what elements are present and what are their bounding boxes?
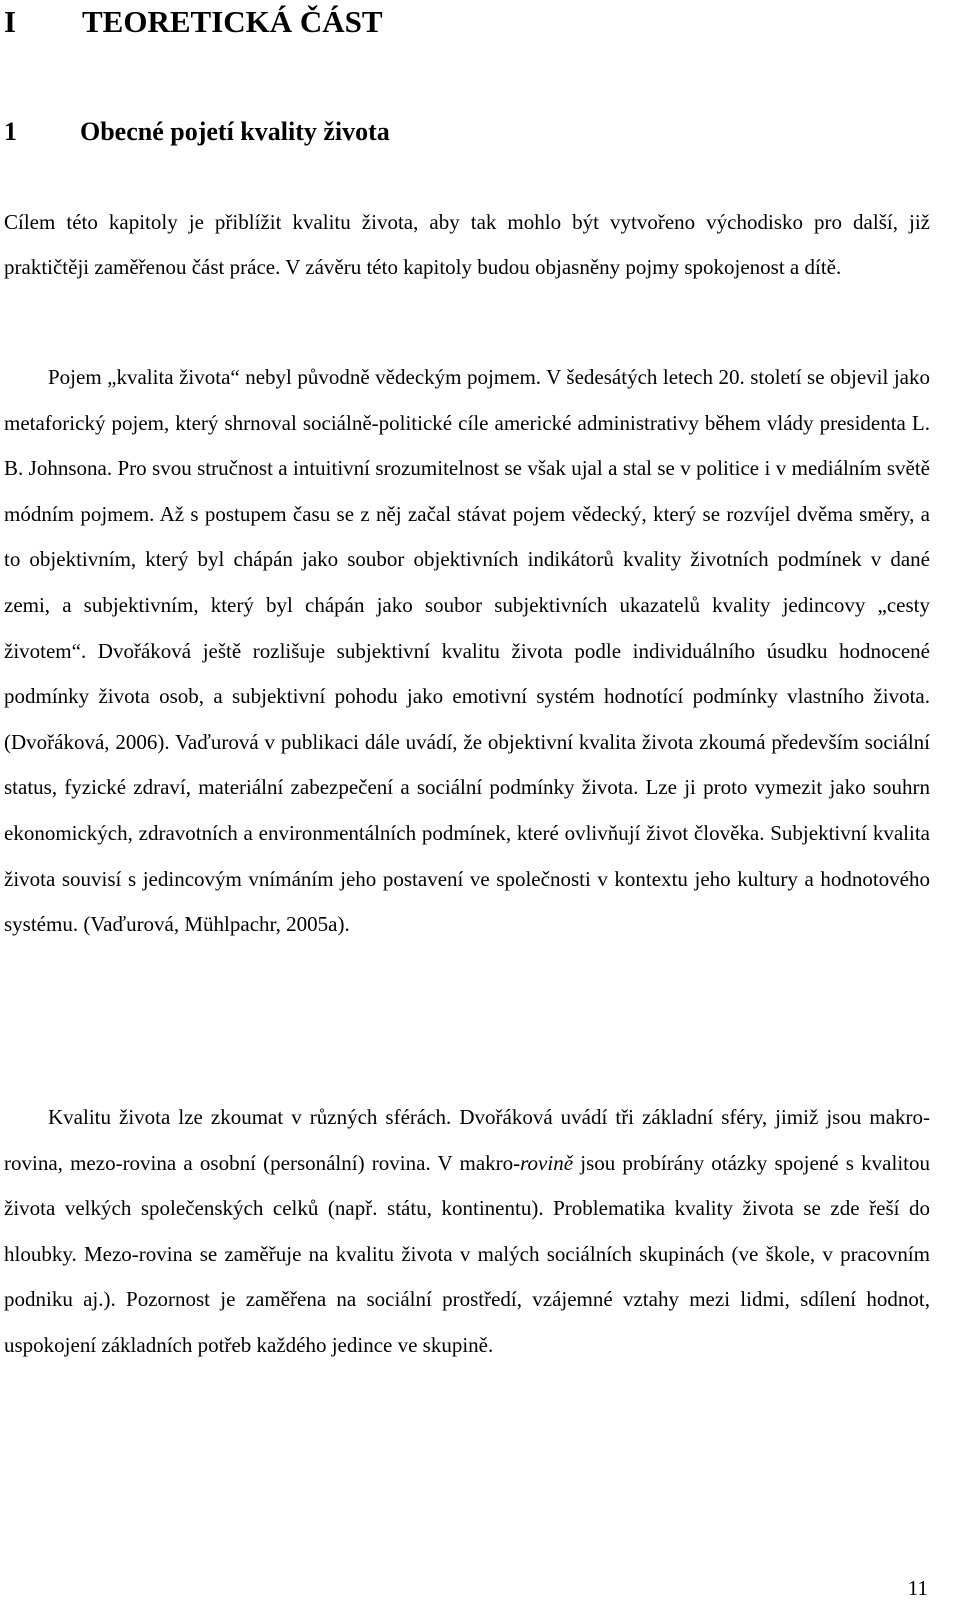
intro-paragraph: Cílem této kapitoly je přiblížit kvalitu života, aby tak mohlo být vytvořeno východisko pro další, již praktičtěji zaměřenou část práce. V závěru této kapitoly budou objasněny pojmy spokojenost a dítě. [4, 210, 930, 279]
chapter-number: 1 [4, 117, 17, 146]
concept-paragraph: Pojem „kvalita života“ nebyl původně vědeckým pojmem. V šedesátých letech 20. století se objevil jako metaforický pojem, který shrnoval sociálně-politické cíle americké administrativy během vlády presidenta L. B. Johnsona. Pro svou stručnost a intuitivní srozumitelnost se však ujal a stal se v politice i v mediálním světě módním pojmem. Až s postupem času se z něj začal stávat pojem vědecký, který se rozvíjel dvěma směry, a to objektivním, který byl chápán jako soubor objektivních indikátorů kvality životních podmínek v dané zemi, a subjektivním, který byl chápán jako soubor subjektivních ukazatelů kvality jedincovy „cesty životem“. Dvořáková ještě rozlišuje subjektivní kvalitu života podle individuálního úsudku hodnocené podmínky života osob, a subjektivní pohodu jako emotivní systém hodnotící podmínky vlastního života. (Dvořáková, 2006). Vaďurová v publikaci dále uvádí, že objektivní kvalita života zkoumá především sociální status, fyzické zdraví, materiální zabezpečení a sociální podmínky života. Lze ji proto vymezit jako souhrn ekonomických, zdravotních a environmentálních podmínek, které ovlivňují život člověka. Subjektivní kvalita života souvisí s jedincovým vnímáním jeho postavení ve společnosti v kontextu jeho kultury a hodnotového systému. (Vaďurová, Mühlpachr, 2005a). [4, 365, 930, 937]
chapter-heading [4, 114, 390, 150]
chapter-title: Obecné pojetí kvality života [80, 117, 390, 146]
part-title: TEORETICKÁ ČÁST [82, 4, 383, 39]
part-number: I [4, 4, 17, 39]
part-heading [4, 2, 383, 42]
spheres-text-end: jsou probírány otázky spojené s kvalitou života velkých společenských celků (např. státu, kontinentu). Problematika kvality života se zde řeší do hloubky. Mezo-rovina se zaměřuje na kvalitu života v malých sociálních skupinách (ve škole, v pracovním podniku aj.). Pozornost je zaměřena na sociální prostředí, vzájemné vztahy mezi lidmi, sdílení hodnot, uspokojení základních potřeb každého jedince ve skupině. [4, 1150, 930, 1357]
spheres-italic-term: rovině [520, 1150, 574, 1175]
spheres-paragraph [4, 1095, 930, 1369]
page-number: 11 [907, 1576, 928, 1600]
spheres-text-start: Kvalitu života lze zkoumat v různých sférách. Dvořáková uvádí tři základní sféry, jimiž jsou makro-rovina, mezo-rovina a osobní (personální) rovina. V makro- [4, 1105, 930, 1175]
